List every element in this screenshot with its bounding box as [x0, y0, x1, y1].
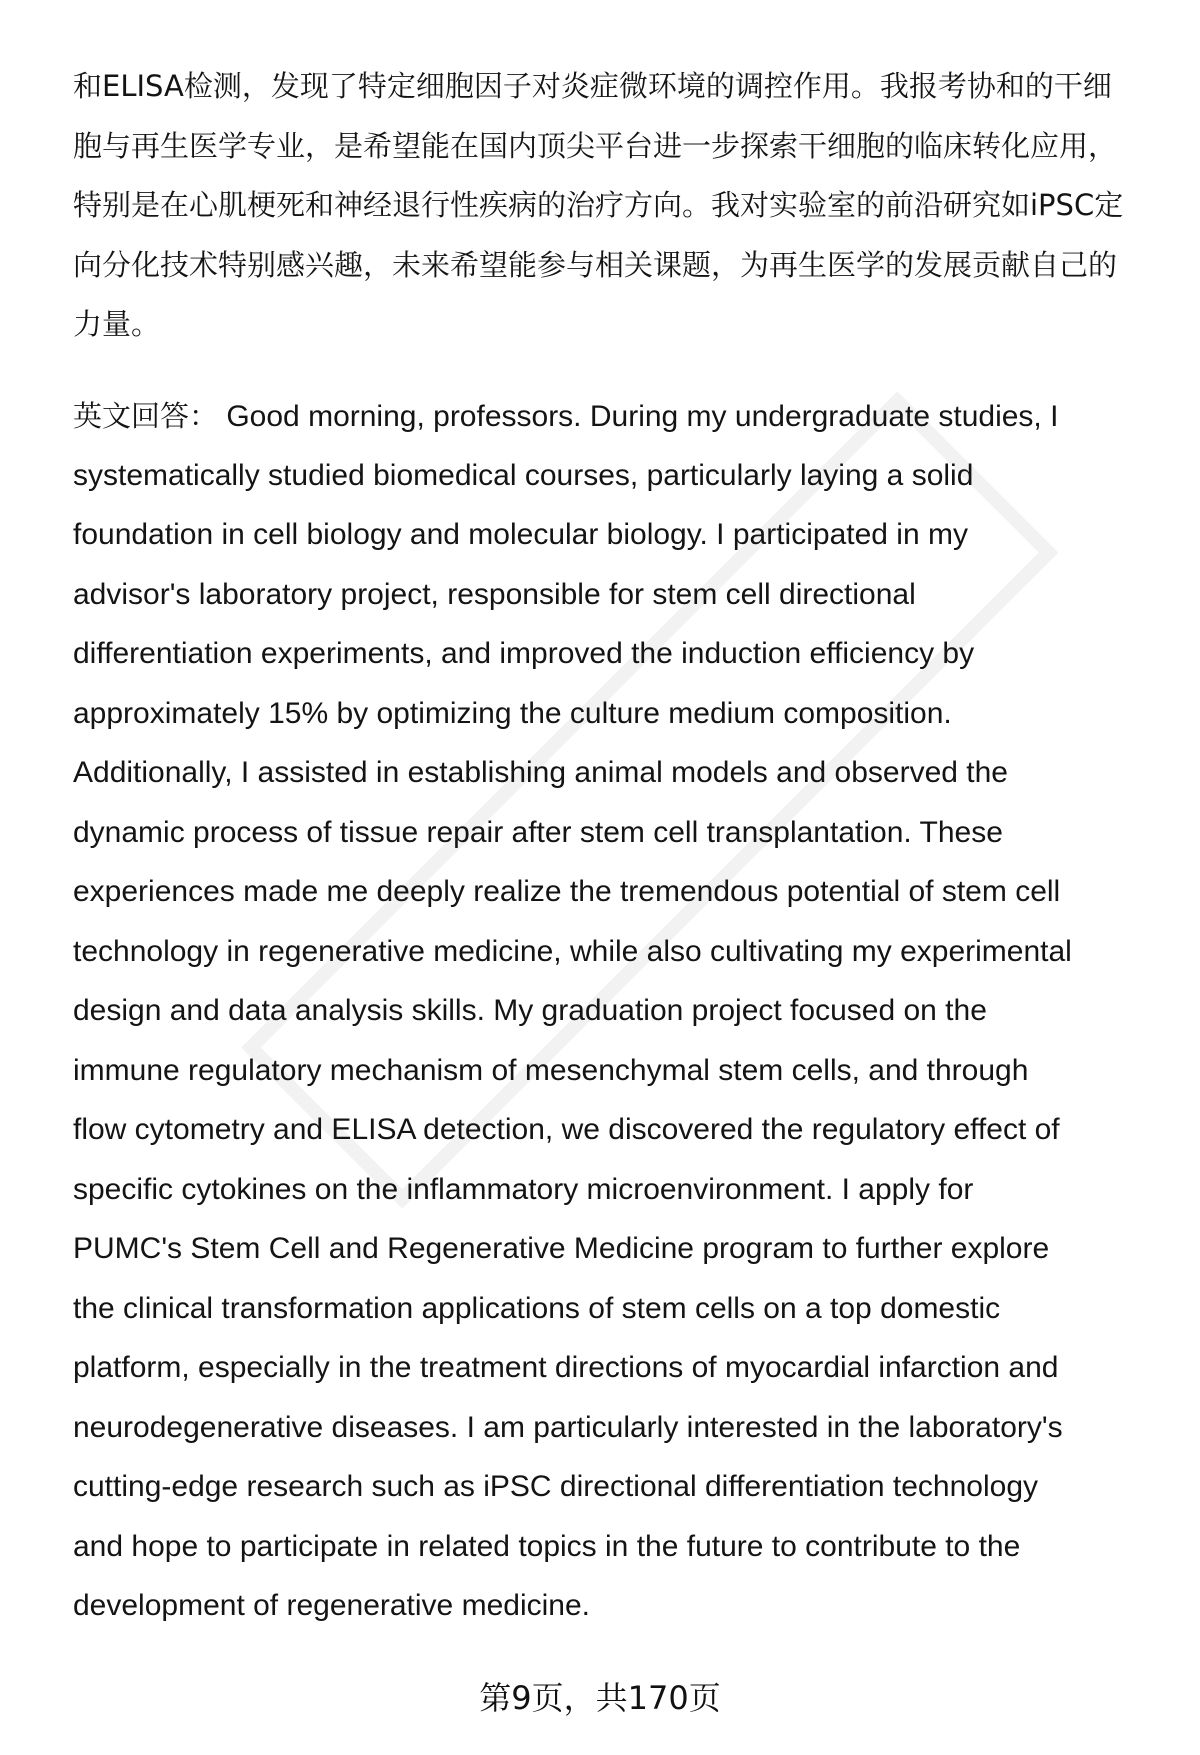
english-answer-line: neurodegenerative diseases. I am particularly interested in the laboratory's — [73, 1410, 1063, 1444]
chinese-answer-line: 胞与再生医学专业，是希望能在国内顶尖平台进一步探索干细胞的临床转化应用， — [73, 129, 1118, 163]
english-answer-line: development of regenerative medicine. — [73, 1589, 590, 1622]
english-answer-line: cutting-edge research such as iPSC directional differentiation technology — [73, 1470, 1039, 1503]
english-answer-line: PUMC's Stem Cell and Regenerative Medicine program to further explore — [73, 1232, 1050, 1265]
english-answer-line: foundation in cell biology and molecular biology. I participated in my — [73, 518, 968, 551]
english-answer-line: dynamic process of tissue repair after stem cell transplantation. These — [73, 815, 1003, 849]
english-answer-line: immune regulatory mechanism of mesenchymal stem cells, and through — [73, 1053, 1029, 1087]
english-answer-line: systematically studied biomedical courses, particularly laying a solid — [73, 458, 974, 492]
chinese-answer-line: 特别是在心肌梗死和神经退行性疾病的治疗方向。我对实验室的前沿研究如iPSC定 — [73, 188, 1124, 222]
chinese-answer-line: 和ELISA检测，发现了特定细胞因子对炎症微环境的调控作用。我报考协和的干细 — [73, 69, 1112, 103]
english-answer-line: specific cytokines on the inflammatory microenvironment. I apply for — [73, 1172, 974, 1206]
english-answer-line: the clinical transformation applications of stem cells on a top domestic — [73, 1291, 1001, 1325]
chinese-answer-line: 力量。 — [73, 307, 161, 341]
chinese-answer-line: 向分化技术特别感兴趣，未来希望能参与相关课题，为再生医学的发展贡献自己的 — [73, 248, 1118, 282]
english-answer-line: experiences made me deeply realize the tremendous potential of stem cell — [73, 875, 1061, 908]
english-answer-line: Good morning, professors. During my undergraduate studies, I — [218, 400, 1059, 433]
english-answer-label: 英文回答： — [73, 399, 219, 433]
english-answer-line: and hope to participate in related topics in the future to contribute to the — [73, 1529, 1021, 1563]
english-answer-first-line — [73, 398, 1058, 435]
english-answer-line: flow cytometry and ELISA detection, we discovered the regulatory effect of — [73, 1113, 1060, 1146]
english-answer-line: approximately 15% by optimizing the culture medium composition. — [73, 696, 952, 730]
english-answer-line: Additionally, I assisted in establishing animal models and observed the — [73, 756, 1008, 789]
english-answer-line: platform, especially in the treatment directions of myocardial infarction and — [73, 1351, 1059, 1384]
english-answer-line: technology in regenerative medicine, while also cultivating my experimental — [73, 934, 1072, 968]
english-answer-line: advisor's laboratory project, responsible for stem cell directional — [73, 577, 916, 611]
english-answer-line: design and data analysis skills. My graduation project focused on the — [73, 994, 987, 1027]
page-number: 第9页，共170页 — [479, 1679, 721, 1717]
english-answer-line: differentiation experiments, and improved the induction efficiency by — [73, 637, 975, 670]
